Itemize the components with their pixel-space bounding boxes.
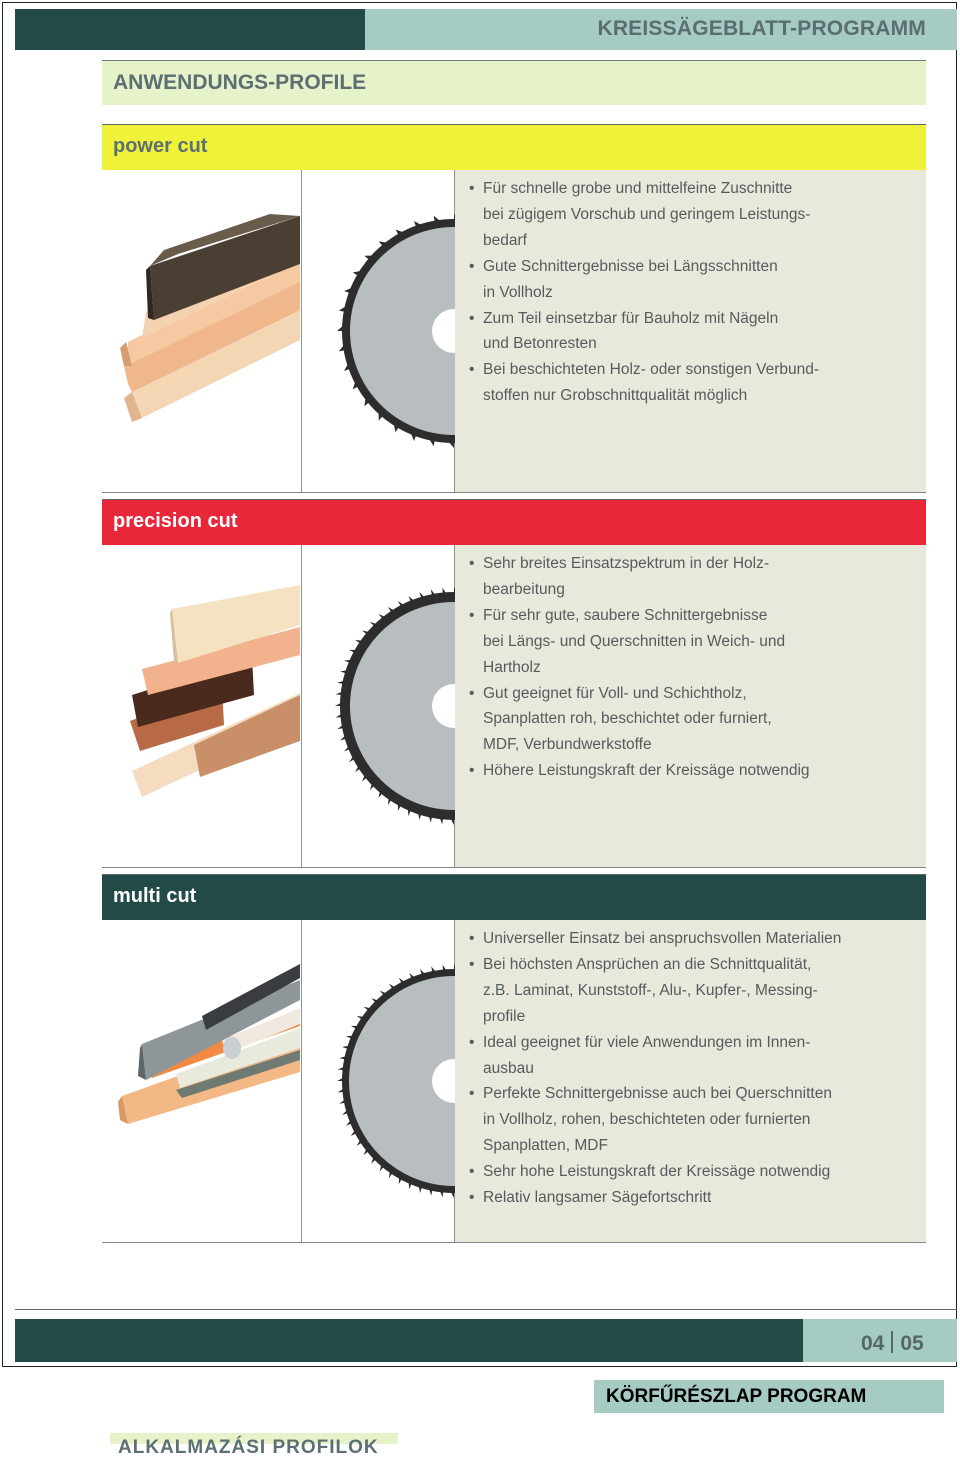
rough-lumber-illustration (102, 170, 301, 492)
bullet-item: • Bei beschichteten Holz- oder sonstigen Verbund- stoffen nur Grobschnittqualität möglich (467, 357, 907, 409)
wood-stack-image (102, 170, 302, 492)
next-page-profile-band (110, 1433, 398, 1458)
page-number-separator (891, 1331, 893, 1353)
next-page-profile-heading: ALKALMAZÁSI PROFILOK (118, 1437, 379, 1458)
profiles-and-panels-illustration (102, 920, 301, 1242)
section-body (102, 170, 926, 493)
bullet-item: • Für schnelle grobe und mittelfeine Zuschnitte bei zügigem Vorschub und geringem Leistungs- bedarf (467, 176, 907, 254)
page-number-left: 04 (861, 1332, 885, 1355)
section-header-precision-cut (102, 499, 926, 545)
hardwood-stack-illustration (102, 545, 301, 867)
footer-dark-band (15, 1319, 803, 1362)
saw-blade-image (302, 545, 455, 867)
bullet-item: • Sehr hohe Leistungskraft der Kreissäge notwendig (467, 1159, 907, 1185)
footer-divider (15, 1309, 957, 1310)
bullet-item: • Relativ langsamer Sägefortschritt (467, 1185, 907, 1211)
section-body (102, 920, 926, 1243)
wood-stack-image (102, 545, 302, 867)
saw-blade-image (302, 170, 455, 492)
section-title: multi cut (113, 885, 197, 907)
bullet-list (467, 551, 907, 784)
materials-stack-image (102, 920, 302, 1242)
bullet-item: • Gute Schnittergebnisse bei Längsschnitten in Vollholz (467, 254, 907, 306)
bullet-item: • Für sehr gute, saubere Schnittergebnisse bei Längs- und Querschnitten in Weich- und Hartholz (467, 603, 907, 681)
bullet-item: • Universeller Einsatz bei anspruchsvollen Materialien (467, 926, 907, 952)
bullet-list (467, 176, 907, 409)
profile-heading: ANWENDUNGS-PROFILE (113, 71, 367, 94)
bullet-list (467, 926, 907, 1211)
bullet-item: • Zum Teil einsetzbar für Bauholz mit Nägeln und Betonresten (467, 306, 907, 358)
bullet-item: • Perfekte Schnittergebnisse auch bei Querschnitten in Vollholz, rohen, beschichteten oder furnierten Spanplatten, MDF (467, 1081, 907, 1159)
section-title: precision cut (113, 510, 238, 532)
bullet-item: • Ideal geeignet für viele Anwendungen im Innen- ausbau (467, 1030, 907, 1082)
section-header-power-cut (102, 124, 926, 170)
bullet-item: • Gut geeignet für Voll- und Schichtholz, Spanplatten roh, beschichtet oder furniert, MDF, Verbundwerkstoffe (467, 681, 907, 759)
page-title: KREISSÄGEBLATT-PROGRAMM (597, 17, 926, 40)
header-dark-band (15, 9, 365, 50)
saw-blade-multi-icon (302, 920, 454, 1242)
bullet-item: • Bei höchsten Ansprüchen an die Schnittqualität, z.B. Laminat, Kunststoff-, Alu-, Kupfer-, Messing- profile (467, 952, 907, 1030)
next-page-title: KÖRFŰRÉSZLAP PROGRAM (606, 1386, 867, 1407)
section-body (102, 545, 926, 868)
section-text-panel (455, 545, 926, 867)
bullet-item: • Höhere Leistungskraft der Kreissäge notwendig (467, 758, 907, 784)
saw-blade-image (302, 920, 455, 1242)
section-header-multi-cut (102, 874, 926, 920)
saw-blade-fine-icon (302, 545, 454, 867)
section-text-panel (455, 920, 926, 1242)
section-text-panel (455, 170, 926, 492)
section-title: power cut (113, 135, 208, 157)
saw-blade-coarse-icon (302, 170, 454, 492)
page-number-right: 05 (900, 1332, 924, 1355)
page-numbers (861, 1331, 924, 1356)
bullet-item: • Sehr breites Einsatzspektrum in der Holz- bearbeitung (467, 551, 907, 603)
